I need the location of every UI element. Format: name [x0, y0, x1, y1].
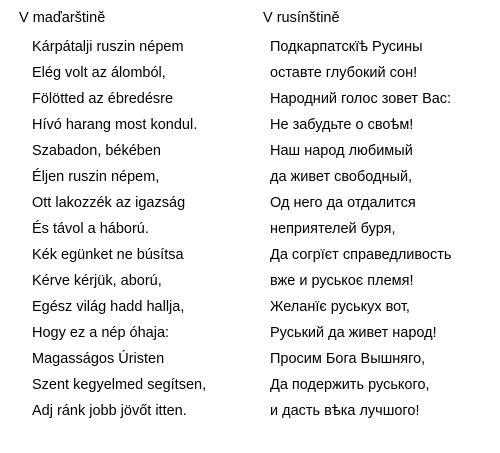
hungarian-column	[19, 8, 249, 424]
hungarian-line: És távol a háború.	[32, 221, 149, 237]
hungarian-line: Kárpátalji ruszin népem	[32, 39, 184, 55]
hungarian-line: Ott lakozzék az igazság	[32, 195, 186, 211]
rusyn-lines	[263, 34, 495, 424]
rusyn-line: Од него да отдалится	[270, 195, 416, 211]
rusyn-heading: V rusínštině	[263, 10, 340, 26]
hungarian-heading: V maďarštině	[19, 10, 106, 26]
rusyn-line: Не забудьте о своѣм!	[270, 117, 414, 133]
rusyn-column	[263, 8, 495, 424]
hungarian-line: Egész világ hadd hallja,	[32, 299, 185, 315]
rusyn-line: неприятелей буря,	[270, 221, 396, 237]
rusyn-line: Подкарпатскїѣ Русины	[270, 39, 423, 55]
rusyn-line: Наш народ любимый	[270, 143, 413, 159]
rusyn-line: Просим Бога Вышняго,	[270, 351, 426, 367]
hungarian-line: Adj ránk jobb jövőt itten.	[32, 403, 187, 419]
hungarian-line: Fölötted az ébredésre	[32, 91, 174, 107]
rusyn-line: Желанїє руськух вот,	[270, 299, 410, 315]
rusyn-line: и дасть вѣка лучшого!	[270, 403, 420, 419]
hungarian-line: Elég volt az álomból,	[32, 65, 166, 81]
hungarian-line: Kérve kérjük, aború,	[32, 273, 162, 289]
hungarian-line: Hívó harang most kondul.	[32, 117, 198, 133]
rusyn-line: Да согрїєт справедливость	[270, 247, 452, 263]
rusyn-line: Да подержить руського,	[270, 377, 430, 393]
hungarian-line: Szent kegyelmed segítsen,	[32, 377, 207, 393]
hungarian-line: Magasságos Úristen	[32, 351, 165, 367]
hungarian-line: Hogy ez a nép óhaja:	[32, 325, 170, 341]
rusyn-line: Руський да живет народ!	[270, 325, 437, 341]
hungarian-line: Éljen ruszin népem,	[32, 169, 160, 185]
hungarian-line: Kék egünket ne búsítsa	[32, 247, 184, 263]
rusyn-line: оставте глубокий сон!	[270, 65, 418, 81]
rusyn-line: вже и руськоє племя!	[270, 273, 414, 289]
hungarian-lines	[19, 34, 249, 424]
rusyn-line: Народний голос зовет Вас:	[270, 91, 452, 107]
rusyn-line: да живет свободный,	[270, 169, 413, 185]
hungarian-line: Szabadon, békében	[32, 143, 161, 159]
